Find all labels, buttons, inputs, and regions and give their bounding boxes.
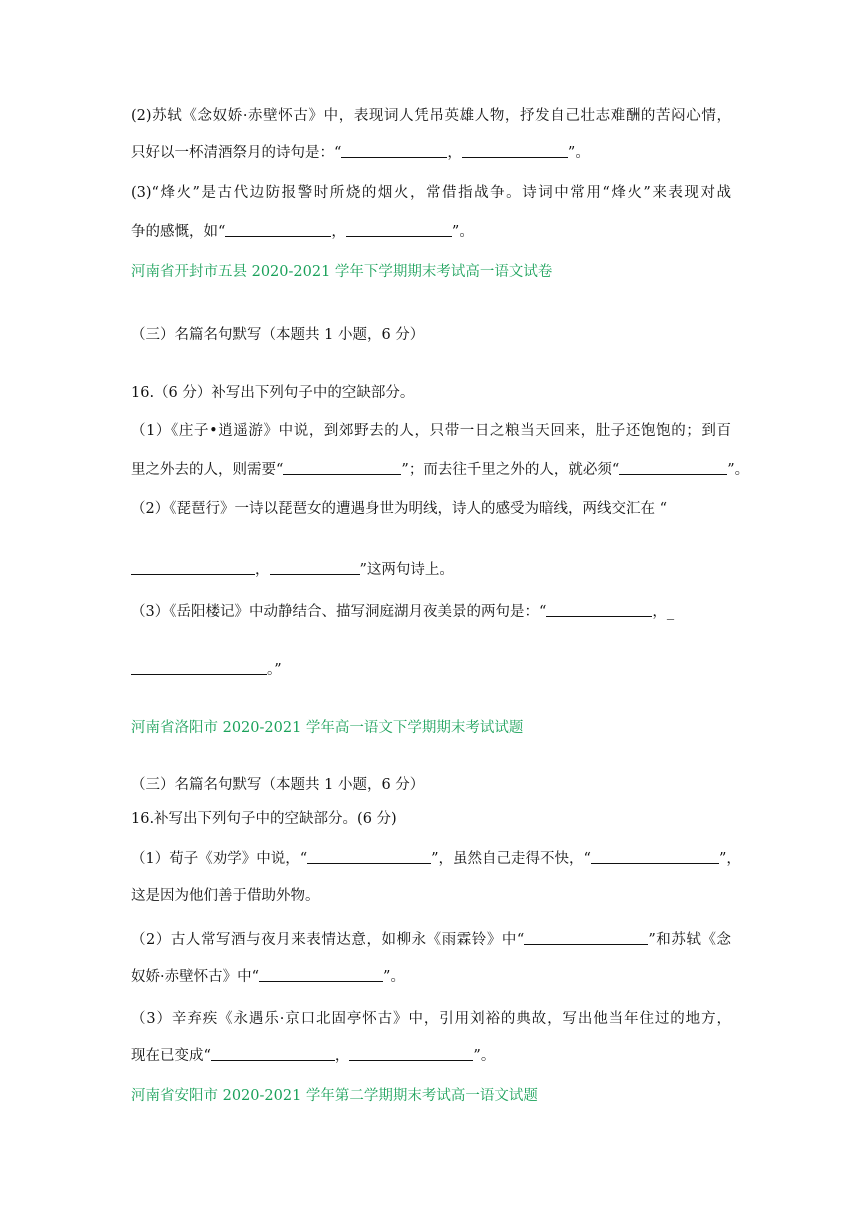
answer-blank — [225, 222, 331, 237]
text-segment: ， — [255, 562, 270, 578]
text-line — [131, 849, 741, 869]
text-segment: ”。 — [383, 969, 405, 985]
text-segment: ”。 — [567, 145, 590, 161]
text-line — [131, 499, 731, 519]
source-heading — [131, 1086, 731, 1106]
source-heading — [131, 718, 731, 738]
text-segment: 河南省安阳市 2020-2021 学年第二学期期末考试高一语文试题 — [131, 1088, 538, 1104]
answer-blank — [131, 660, 267, 675]
text-line — [131, 809, 731, 829]
text-line — [131, 930, 731, 950]
text-segment: ”。 — [451, 224, 474, 240]
text-line — [131, 325, 731, 345]
text-segment: 16.补写出下列句子中的空缺部分。(6 分) — [131, 811, 397, 827]
text-line — [131, 660, 731, 680]
answer-blank — [307, 849, 431, 864]
answer-blank — [131, 560, 255, 575]
answer-blank — [462, 143, 568, 158]
answer-blank — [591, 849, 719, 864]
text-line — [131, 886, 731, 906]
text-segment: ， — [447, 145, 462, 161]
answer-blank — [211, 1046, 335, 1061]
text-segment: 只好以一杯清酒祭月的诗句是：“ — [131, 145, 342, 161]
text-line — [131, 775, 731, 795]
text-segment: （2）《琵琶行》一诗以琵琶女的遭遇身世为明线，诗人的感受为暗线，两线交汇在 “ — [131, 501, 667, 517]
text-line — [131, 421, 731, 441]
text-line — [131, 967, 731, 987]
text-segment: （2）古人常写酒与夜月来表情达意，如柳永《雨霖铃》中“ — [131, 932, 525, 948]
text-segment: 争的感慨，如“ — [131, 224, 226, 240]
text-segment: （三）名篇名句默写（本题共 1 小题，6 分） — [131, 777, 425, 793]
text-line — [131, 1009, 731, 1029]
text-segment: ”；而去往千里之外的人，就必须“ — [401, 462, 620, 478]
text-line — [131, 106, 731, 126]
text-segment: 。” — [267, 662, 282, 678]
answer-blank — [341, 143, 447, 158]
text-segment: （3）辛弃疾《永遇乐·京口北固亭怀古》中，引用刘裕的典故，写出他当年住过的地方， — [131, 1011, 731, 1027]
text-segment: 河南省开封市五县 2020-2021 学年下学期期末考试高一语文试卷 — [131, 264, 553, 280]
text-line — [131, 383, 731, 403]
answer-blank — [546, 602, 652, 617]
answer-blank — [259, 967, 383, 982]
text-segment: (2)苏轼《念奴娇·赤壁怀古》中，表现词人凭吊英雄人物，抒发自己壮志难酬的苦闷心情， — [131, 108, 731, 124]
text-segment: ”， — [718, 851, 741, 867]
text-segment: 奴娇·赤壁怀古》中“ — [131, 969, 260, 985]
text-segment: 这是因为他们善于借助外物。 — [131, 888, 320, 904]
text-line — [131, 602, 731, 622]
answer-blank — [270, 560, 360, 575]
text-segment: 现在已变成“ — [131, 1048, 211, 1064]
text-segment: （三）名篇名句默写（本题共 1 小题，6 分） — [131, 327, 425, 343]
text-segment: 里之外去的人，则需要“ — [131, 462, 284, 478]
text-segment: ”。 — [727, 462, 750, 478]
text-segment: ，_ — [652, 604, 675, 620]
text-segment: ”这两句诗上。 — [359, 562, 454, 578]
text-segment: （1）荀子《劝学》中说，“ — [131, 851, 308, 867]
text-segment: 河南省洛阳市 2020-2021 学年高一语文下学期期末考试试题 — [131, 720, 524, 736]
text-segment: （1）《庄子•逍遥游》中说，到郊野去的人，只带一日之粮当天回来，肚子还饱饱的；到百 — [131, 423, 731, 439]
text-segment: （3）《岳阳楼记》中动静结合、描写洞庭湖月夜美景的两句是：“ — [131, 604, 547, 620]
text-segment: ， — [334, 1048, 350, 1064]
text-segment: ”和苏轼《念 — [648, 932, 731, 948]
text-line — [131, 222, 731, 242]
text-segment: ”，虽然自己走得不快，“ — [431, 851, 591, 867]
text-segment: ”。 — [473, 1048, 496, 1064]
text-segment: ， — [331, 224, 346, 240]
text-line — [131, 143, 731, 163]
answer-blank — [349, 1046, 473, 1061]
text-line — [131, 183, 731, 203]
answer-blank — [283, 460, 401, 475]
answer-blank — [346, 222, 452, 237]
answer-blank — [619, 460, 727, 475]
text-line — [131, 1046, 731, 1066]
text-segment: (3)“烽火”是古代边防报警时所烧的烟火，常借指战争。诗词中常用“烽火”来表现对战 — [131, 185, 731, 201]
text-line — [131, 460, 750, 480]
text-line — [131, 560, 731, 580]
answer-blank — [524, 930, 648, 945]
text-segment: 16.（6 分）补写出下列句子中的空缺部分。 — [131, 385, 415, 401]
source-heading — [131, 262, 731, 282]
